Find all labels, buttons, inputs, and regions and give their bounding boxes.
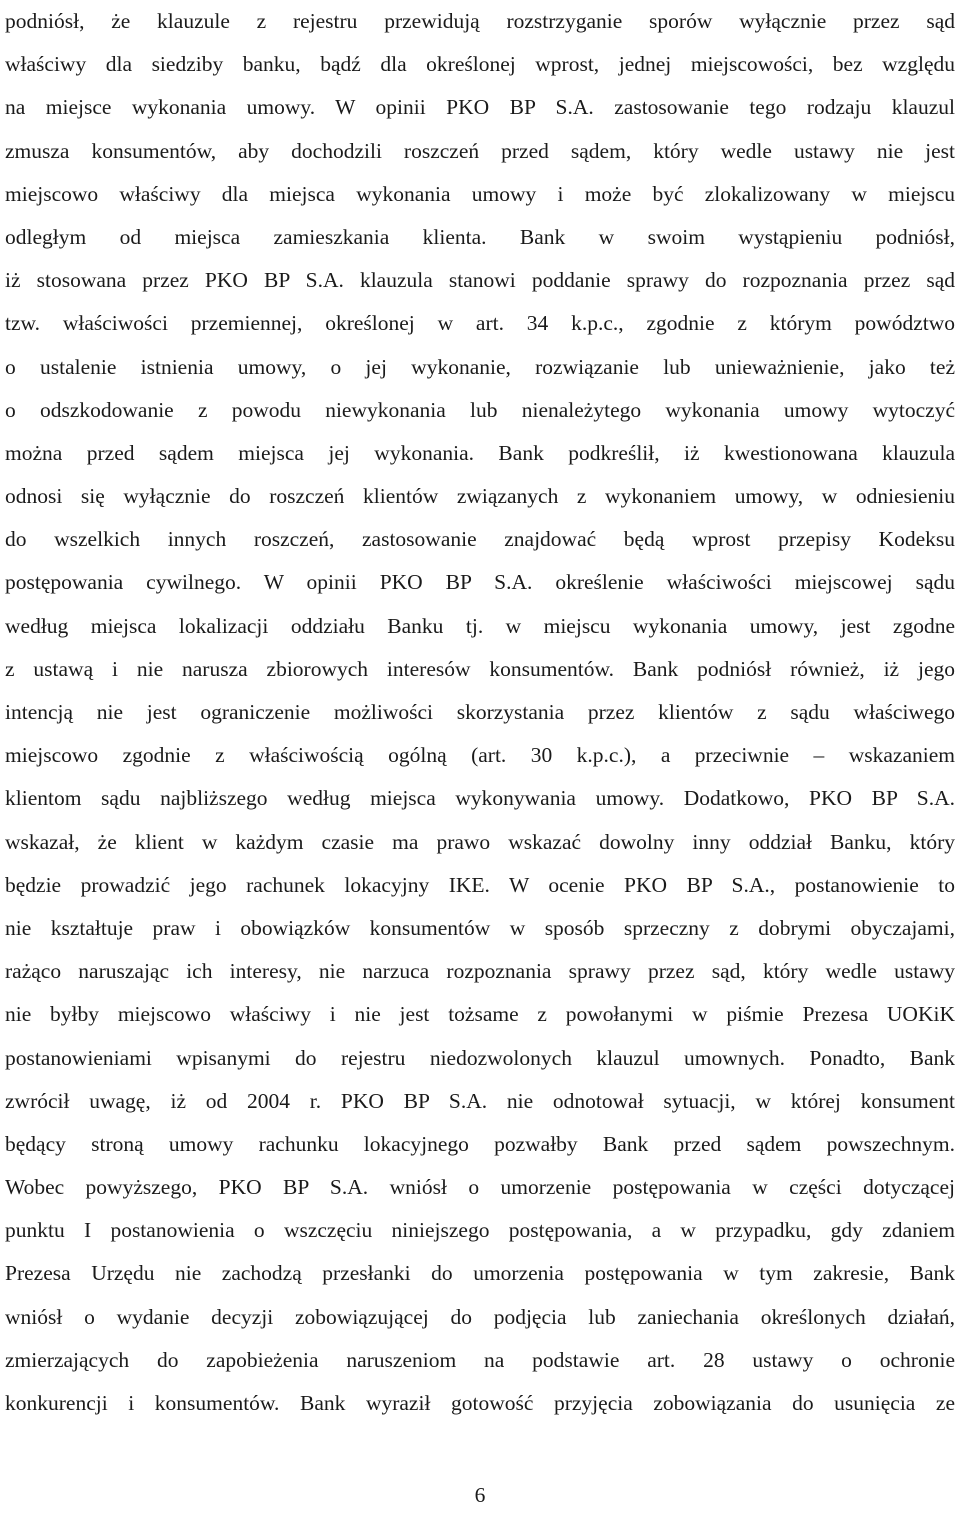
text-line: według miejsca lokalizacji oddziału Banku tj. w miejscu wykonania umowy, jest zgodne [5,613,955,638]
text-line: intencją nie jest ograniczenie możliwości skorzystania przez klientów z sądu właściwego [5,700,955,724]
text-line: z ustawą i nie narusza zbiorowych interesów konsumentów. Bank podniósł również, iż jego [5,656,955,681]
text-line: do wszelkich innych roszczeń, zastosowanie znajdować będą wprost przepisy Kodeksu [5,527,955,552]
text-line: właściwy dla siedziby banku, bądź dla określonej wprost, jednej miejscowości, bez względu [5,52,955,77]
text-line: podniósł, że klauzule z rejestru przewidują rozstrzyganie sporów wyłącznie przez sąd [5,9,955,33]
text-line: miejscowo właściwy dla miejsca wykonania umowy i może być zlokalizowany w miejscu [5,181,955,206]
text-line: nie kształtuje praw i obowiązków konsumentów w sposób sprzeczny z dobrymi obyczajami, [5,915,955,940]
text-line: odległym od miejsca zamieszkania klienta. Bank w swoim wystąpieniu podniósł, [5,224,955,249]
text-line: nie byłby miejscowo właściwy i nie jest tożsame z powołanymi w piśmie Prezesa UOKiK [5,1002,955,1027]
text-line: można przed sądem miejsca jej wykonania. Bank podkreślił, iż kwestionowana klauzula [5,440,955,465]
text-line: Prezesa Urzędu nie zachodzą przesłanki do umorzenia postępowania w tym zakresie, Bank [5,1261,955,1286]
text-line: tzw. właściwości przemiennej, określonej w art. 34 k.p.c., zgodnie z którym powództwo [5,311,955,336]
text-line: zmierzających do zapobieżenia naruszeniom na podstawie art. 28 ustawy o ochronie [5,1347,955,1372]
text-line: zmusza konsumentów, aby dochodzili roszczeń przed sądem, który wedle ustawy nie jest [5,138,955,163]
text-line: postępowania cywilnego. W opinii PKO BP S.A. określenie właściwości miejscowej sądu [5,570,955,595]
body-text [5,0,955,1425]
text-line: o ustalenie istnienia umowy, o jej wykonanie, rozwiązanie lub unieważnienie, jako też [5,354,955,379]
text-line: będący stroną umowy rachunku lokacyjnego pozwałby Bank przed sądem powszechnym. [5,1131,955,1156]
text-line: zwrócił uwagę, iż od 2004 r. PKO BP S.A. nie odnotował sytuacji, w której konsument [5,1088,955,1113]
text-line: będzie prowadzić jego rachunek lokacyjny IKE. W ocenie PKO BP S.A., postanowienie to [5,872,955,897]
text-line: rażąco naruszając ich interesy, nie narzuca rozpoznania sprawy przez sąd, który wedle ustawy [5,959,955,984]
page-number: 6 [474,1483,486,1507]
text-line: miejscowo zgodnie z właściwością ogólną (art. 30 k.p.c.), a przeciwnie – wskazaniem [5,743,955,768]
text-line: wskazał, że klient w każdym czasie ma prawo wskazać dowolny inny oddział Banku, który [5,829,955,854]
text-line: postanowieniami wpisanymi do rejestru niedozwolonych klauzul umownych. Ponadto, Bank [5,1045,955,1070]
text-line: wniósł o wydanie decyzji zobowiązującej do podjęcia lub zaniechania określonych działań, [5,1304,955,1329]
text-line: odnosi się wyłącznie do roszczeń klientów związanych z wykonaniem umowy, w odniesieniu [5,484,955,509]
text-line: klientom sądu najbliższego według miejsca wykonywania umowy. Dodatkowo, PKO BP S.A. [5,786,955,811]
text-line: o odszkodowanie z powodu niewykonania lub nienależytego wykonania umowy wytoczyć [5,397,955,422]
text-line: konkurencji i konsumentów. Bank wyraził gotowość przyjęcia zobowiązania do usunięcia ze [5,1391,955,1415]
text-line: na miejsce wykonania umowy. W opinii PKO BP S.A. zastosowanie tego rodzaju klauzul [5,95,955,120]
text-line: iż stosowana przez PKO BP S.A. klauzula stanowi poddanie sprawy do rozpoznania przez sąd [5,268,955,293]
text-line: Wobec powyższego, PKO BP S.A. wniósł o umorzenie postępowania w części dotyczącej [5,1175,955,1200]
text-line: punktu I postanowienia o wszczęciu niniejszego postępowania, a w przypadku, gdy zdaniem [5,1218,955,1243]
